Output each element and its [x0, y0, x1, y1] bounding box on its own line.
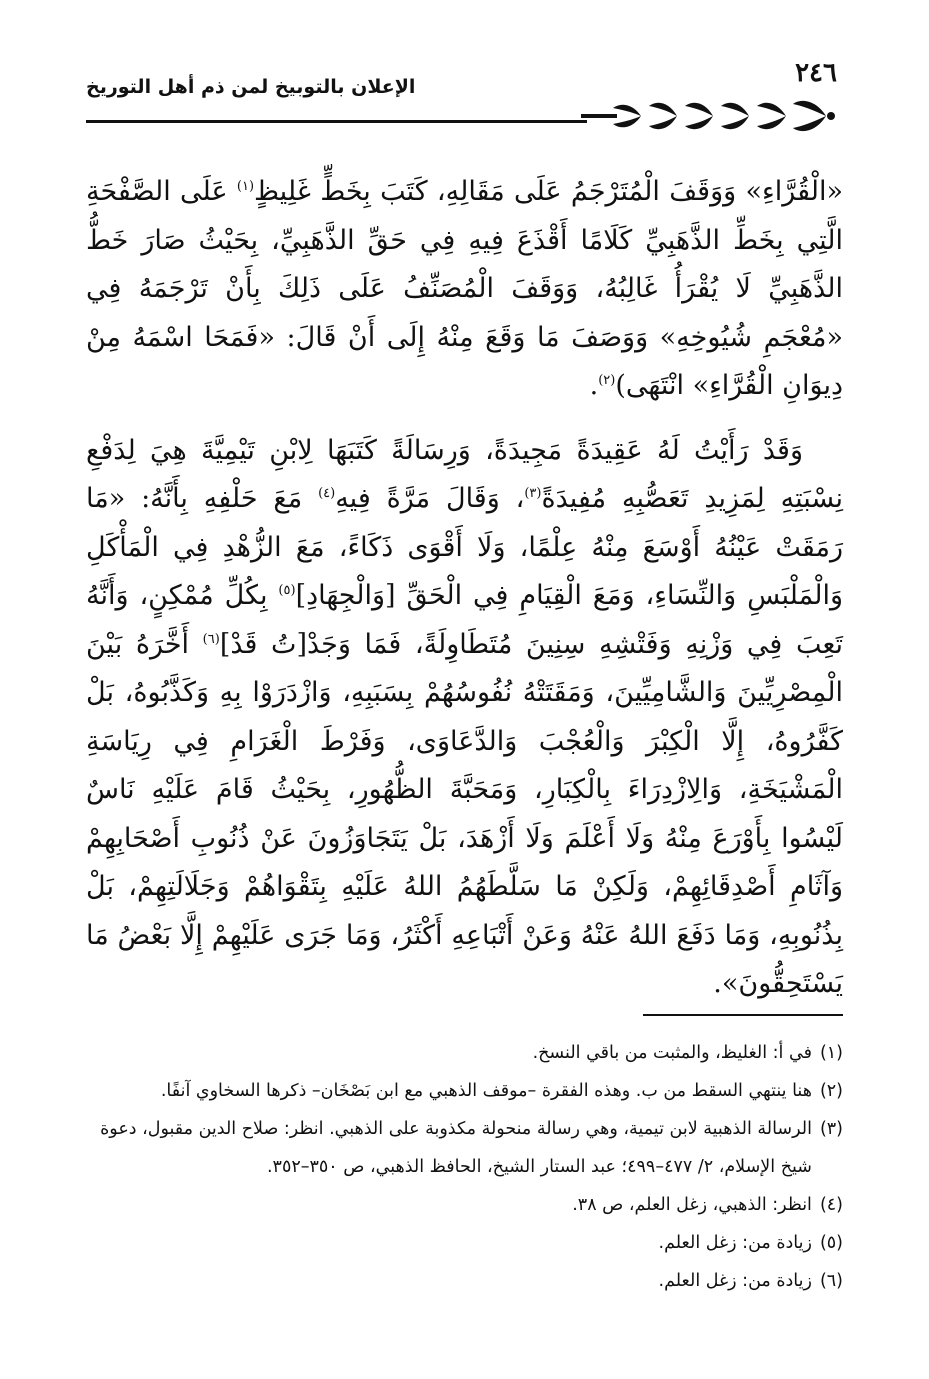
footnote-number: (٣) — [819, 1119, 843, 1139]
footnote-text: الرسالة الذهبية لابن تيمية، وهي رسالة منحولة مكذوبة على الذهبي. انظر: صلاح الدين مقبول، دعوة شيخ الإسلام، ٢/ ٤٧٧–٤٩٩؛ عبد الستار الشيخ، الحافظ الذهبي، ص ٣٥٠–٣٥٢. — [100, 1119, 812, 1177]
page-header — [86, 58, 837, 138]
footnote-text: في أ: الغليظ، والمثبت من باقي النسخ. — [532, 1043, 812, 1063]
text-segment: «الْقُرَّاءِ» وَوَقَفَ الْمُتَرْجَمُ عَلَى مَقَالِهِ، كَتَبَ بِخَطٍّ غَلِيظٍ — [254, 176, 843, 207]
page-number: ٢٤٦ — [795, 58, 837, 88]
footnote-text: زيادة من: زغل العلم. — [658, 1233, 812, 1253]
footnote-ref[interactable]: (١) — [236, 179, 255, 194]
footnote — [86, 1186, 843, 1224]
footnote-number: (٤) — [819, 1195, 843, 1215]
footnote-ref[interactable]: (٤) — [318, 486, 336, 501]
main-text — [86, 168, 843, 1009]
footnote — [86, 1262, 843, 1300]
footnote-number: (٢) — [819, 1081, 843, 1101]
header-rule — [86, 120, 587, 123]
text-segment: ، وَقَالَ مَرَّةً فِيهِ — [335, 483, 525, 514]
text-segment: . — [589, 370, 599, 401]
footnote-ref[interactable]: (٦) — [202, 631, 220, 647]
text-segment: مَعَ حَلْفِهِ بِأَنَّهُ: «مَا رَمَقَتْ عَيْنُهُ أَوْسَعَ مِنْهُ عِلْمًا، وَلَا أَقْوَى ذَكَاءً، مَعَ الزُّهْدِ فِي الْمَأْكَلِ وَالْمَلْبَسِ وَالنِّسَاءِ، وَمَعَ الْقِيَامِ فِي الْحَقِّ [وَالْجِهَادِ] — [86, 483, 843, 611]
footnote-separator — [643, 1014, 843, 1016]
footnote — [86, 1034, 843, 1072]
footnote-ref[interactable]: (٥) — [278, 583, 296, 598]
text-segment: بِكُلِّ مُمْكِنٍ، وَأَنَّهُ تَعِبَ فِي وَزْنِهِ وَفَتْشِهِ سِنِينَ مُتَطَاوِلَةً، فَمَا وَجَدْ[تُ قَدْ] — [86, 580, 843, 660]
text-segment: وَقَدْ رَأَيْتُ لَهُ عَقِيدَةً مَجِيدَةً، وَرِسَالَةً كَتَبَهَا لِابْنِ تَيْمِيَّةَ هِيَ لِدَفْعِ نِسْبَتِهِ لِمَزِيدِ تَعَصُّبِهِ مُفِيدَةً — [86, 434, 843, 514]
footnote-number: (٥) — [819, 1233, 843, 1253]
paragraph — [86, 427, 843, 1009]
footnotes — [86, 1034, 843, 1300]
paragraph — [86, 168, 843, 411]
footnote-text: زيادة من: زغل العلم. — [658, 1271, 812, 1291]
footnote-text: هنا ينتهي السقط من ب. وهذه الفقرة –موقف الذهبي مع ابن بَصْخَان– ذكرها السخاوي آنفًا. — [160, 1081, 812, 1101]
footnote — [86, 1110, 843, 1186]
footnote — [86, 1072, 843, 1110]
text-segment: عَلَى الصَّفْحَةِ الَّتِي بِخَطِّ الذَّهَبِيِّ كَلَامًا أَقْذَعَ فِيهِ فِي حَقِّ الذَّهَبِيِّ، بِحَيْثُ صَارَ خَطُّ الذَّهَبِيِّ لَا يُقْرَأُ غَالِبُهُ، وَوَقَفَ الْمُصَنِّفُ عَلَى ذَلِكَ بِأَنْ تَرْجَمَهُ فِي «مُعْجَمِ شُيُوخِهِ» وَوَصَفَ مَا وَقَعَ مِنْهُ إِلَى أَنْ قَالَ: «فَمَحَا اسْمَهُ مِنْ دِيوَانِ الْقُرَّاءِ» انْتَهَى) — [86, 176, 843, 401]
footnote-ref[interactable]: (٣) — [524, 486, 542, 501]
footnote — [86, 1224, 843, 1262]
text-segment: أَخَّرَهُ بَيْنَ الْمِصْرِيِّينَ وَالشَّامِيِّينَ، وَمَقَتَتْهُ نُفُوسُهُمْ بِسَبَبِهِ، وَازْدَرَوْا بِهِ وَكَذَّبُوهُ، بَلْ كَفَّرُوهُ، إِلَّا الْكِبْرَ وَالْعُجْبَ وَالدَّعَاوَى، وَفَرْطَ الْغَرَامِ فِي رِيَاسَةِ الْمَشْيَخَةِ، وَالِازْدِرَاءَ بِالْكِبَارِ، وَمَحَبَّةَ الظُّهُورِ، بِحَيْثُ قَامَ عَلَيْهِ نَاسٌ لَيْسُوا بِأَوْرَعَ مِنْهُ وَلَا أَعْلَمَ وَلَا أَزْهَدَ، بَلْ يَتَجَاوَزُونَ عَنْ ذُنُوبِ أَصْحَابِهِمْ وَآثَامِ أَصْدِقَائِهِمْ، وَلَكِنْ مَا سَلَّطَهُمُ اللهُ عَلَيْهِ بِتَقْوَاهُمْ وَجَلَالَتِهِمْ، بَلْ بِذُنُوبِهِ، وَمَا دَفَعَ اللهُ عَنْهُ وَعَنْ أَتْبَاعِهِ أَكْثَرُ، وَمَا جَرَى عَلَيْهِمْ إِلَّا بَعْضُ مَا يَسْتَحِقُّونَ». — [86, 628, 843, 999]
header-ornament-icon — [581, 94, 841, 138]
footnote-number: (٦) — [819, 1271, 843, 1291]
running-title: الإعلان بالتوبيخ لمن ذم أهل التوريخ — [86, 76, 416, 98]
footnote-text: انظر: الذهبي، زغل العلم، ص ٣٨. — [572, 1195, 812, 1215]
footnote-ref[interactable]: (٢) — [598, 373, 616, 388]
footnote-number: (١) — [819, 1043, 843, 1063]
